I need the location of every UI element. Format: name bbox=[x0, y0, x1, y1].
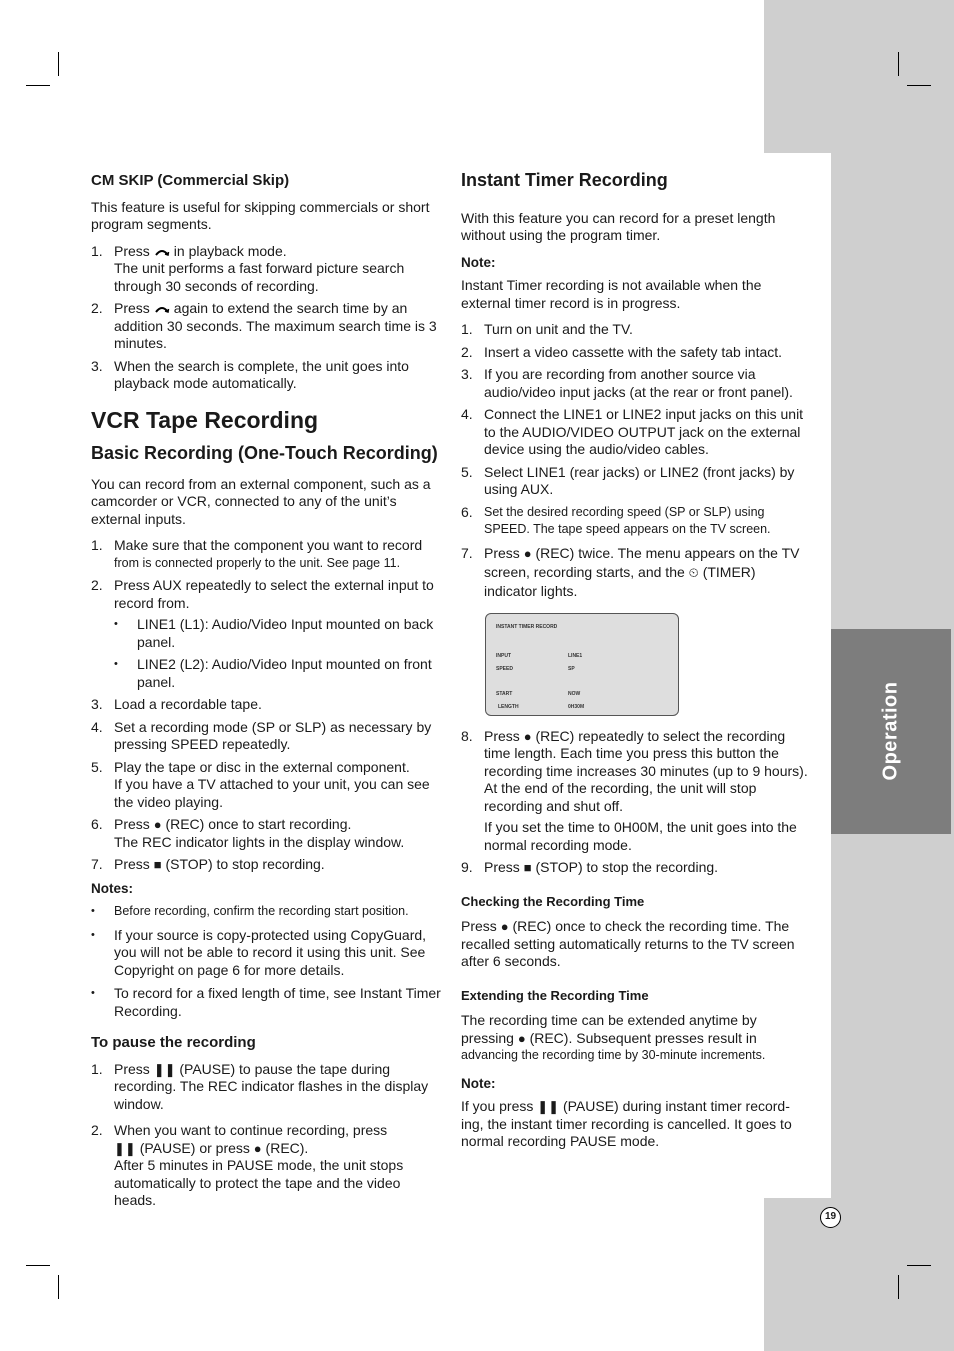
list-item: 3. When the search is complete, the unit goes into playback mode automatically. bbox=[91, 357, 409, 391]
rec-icon: ● bbox=[523, 728, 532, 744]
note-label: Note: bbox=[461, 254, 496, 270]
timer-icon: ⏲ bbox=[688, 564, 699, 580]
cm-skip-icon bbox=[154, 247, 170, 257]
side-strip-bottom bbox=[764, 1198, 954, 1351]
list-item: • If your source is copy-protected using CopyGuard, you will not be able to record it using this unit. See Copyright on page 6 for more details. bbox=[91, 927, 441, 980]
crop-mark bbox=[26, 85, 50, 86]
list-item: 2. Press AUX repeatedly to select the external input to record from. • LINE1 (L1): Audio/Video Input mounted on back panel. • LINE2 (L2): Audio/Video Input mounted on front panel. bbox=[91, 577, 441, 691]
list-item: 1. Press ❚❚ (PAUSE) to pause the tape during recording. The REC indicator flashes in the display window. bbox=[91, 1060, 429, 1112]
cm-skip-icon bbox=[154, 304, 170, 314]
instant-timer-intro: With this feature you can record for a preset length without using the program timer. bbox=[461, 209, 776, 243]
note2-text: If you press ❚❚ (PAUSE) during instant timer record-ing, the instant timer recording is cancelled. It goes to normal recording PAUSE mode. bbox=[461, 1098, 792, 1149]
extending-text: The recording time can be extended anytime by pressing ● (REC). Subsequent presses result in advancing the recording time by 30-minute increments. bbox=[461, 1012, 766, 1062]
page-number: 19 bbox=[820, 1207, 841, 1228]
rec-icon: ● bbox=[523, 545, 532, 561]
note2-label: Note: bbox=[461, 1075, 496, 1091]
cm-skip-heading: CM SKIP (Commercial Skip) bbox=[91, 172, 290, 189]
list-item: 4. Connect the LINE1 or LINE2 input jacks on this unit to the AUDIO/VIDEO OUTPUT jack on the external device using the audio/video cables. bbox=[461, 406, 804, 457]
pause-icon: ❚❚ bbox=[153, 1061, 176, 1077]
section-tab-label: Operation bbox=[879, 681, 902, 781]
pause-icon: ❚❚ bbox=[537, 1099, 560, 1114]
notes-label: Notes: bbox=[91, 880, 134, 896]
list-item: 2. When you want to continue recording, press ❚❚ (PAUSE) or press ● (REC). After 5 minutes in PAUSE mode, the unit stops automatically to protect the tape and the video heads. bbox=[91, 1122, 404, 1208]
stop-icon: ■ bbox=[523, 860, 532, 875]
basic-heading: Basic Recording (One-Touch Recording) bbox=[91, 443, 438, 463]
osd-screen: INSTANT TIMER RECORD INPUT LINE1 SPEED SP START NOW LENGTH 0H30M bbox=[485, 613, 679, 716]
list-item: • Before recording, confirm the recording start position. bbox=[91, 903, 441, 921]
crop-mark bbox=[898, 52, 899, 76]
checking-heading: Checking the Recording Time bbox=[461, 893, 645, 909]
list-item: 9. Press ■ (STOP) to stop the recording. bbox=[461, 859, 719, 875]
left-column bbox=[91, 172, 441, 1216]
cm-skip-steps bbox=[91, 243, 441, 393]
osd-title: INSTANT TIMER RECORD bbox=[496, 623, 558, 630]
list-item: 1. Make sure that the component you want to record from is connected properly to the unit. See page 11. bbox=[91, 537, 423, 570]
list-item: 3. Load a recordable tape. bbox=[91, 696, 262, 712]
side-strip-top bbox=[764, 0, 954, 153]
crop-mark bbox=[58, 52, 59, 76]
pause-steps bbox=[91, 1061, 441, 1210]
list-item: 2. Insert a video cassette with the safety tab intact. bbox=[461, 343, 783, 360]
list-item: 5. Select LINE1 (rear jacks) or LINE2 (front jacks) by using AUX. bbox=[461, 463, 795, 497]
list-item: • To record for a fixed length of time, see Instant Timer Recording. bbox=[91, 985, 441, 1020]
crop-mark bbox=[898, 1275, 899, 1299]
list-item: 4. Set a recording mode (SP or SLP) as necessary by pressing SPEED repeatedly. bbox=[91, 718, 432, 752]
list-item: 7. Press ■ (STOP) to stop recording. bbox=[91, 856, 325, 872]
basic-steps bbox=[91, 537, 441, 874]
list-item: • LINE2 (L2): Audio/Video Input mounted on front panel. bbox=[114, 656, 441, 691]
instant-timer-heading: Instant Timer Recording bbox=[461, 170, 668, 190]
rec-icon: ● bbox=[500, 919, 509, 934]
crop-mark bbox=[26, 1265, 50, 1266]
vcr-title: VCR Tape Recording bbox=[91, 406, 319, 433]
pause-icon: ❚❚ bbox=[114, 1140, 136, 1156]
list-item: 7. Press ● (REC) twice. The menu appears on the TV screen, recording starts, and the ⏲ (TIMER) indicator lights. bbox=[461, 544, 800, 599]
list-item: 2. Press again to extend the search time by an addition 30 seconds. The maximum search time is 3 minutes. bbox=[91, 300, 437, 351]
basic-intro: You can record from an external component, such as a camcorder or VCR, connected to any of the unit’s external inputs. bbox=[91, 475, 431, 527]
notes-list bbox=[91, 903, 441, 1020]
section-tab bbox=[831, 629, 951, 834]
checking-text: Press ● (REC) once to check the recording time. The recalled setting automatically returns to the TV screen after 6 seconds. bbox=[461, 918, 795, 969]
crop-mark bbox=[58, 1275, 59, 1299]
cm-skip-intro: This feature is useful for skipping commercials or short program segments. bbox=[91, 198, 430, 232]
list-item: 6. Set the desired recording speed (SP or SLP) using SPEED. The tape speed appears on the TV screen. bbox=[461, 503, 771, 536]
right-column bbox=[461, 172, 811, 1160]
note-text: Instant Timer recording is not available when the external timer record is in progress. bbox=[461, 277, 762, 311]
list-item: 1. Turn on unit and the TV. bbox=[461, 321, 633, 337]
stop-icon: ■ bbox=[153, 857, 162, 872]
input-bullets bbox=[114, 616, 441, 691]
list-item: • LINE1 (L1): Audio/Video Input mounted on back panel. bbox=[114, 616, 441, 651]
instant-timer-steps bbox=[461, 321, 811, 601]
rec-icon: ● bbox=[153, 817, 162, 832]
crop-mark bbox=[907, 1265, 931, 1266]
rec-icon: ● bbox=[253, 1140, 262, 1156]
pause-heading: To pause the recording bbox=[91, 1034, 256, 1051]
instant-timer-steps-cont bbox=[461, 728, 811, 877]
list-item: 8. Press ● (REC) repeatedly to select the recording time length. Each time you press this button the recording time increases 30 minutes (up to 9 hours). At the end of the recording, the unit will stop recording and shut off. If you set the time to 0H00M, the unit goes into the normal recording mode. bbox=[461, 727, 808, 853]
extending-heading: Extending the Recording Time bbox=[461, 987, 649, 1003]
list-item: 5. Play the tape or disc in the external component. If you have a TV attached to your unit, you can see the video playing. bbox=[91, 758, 430, 810]
list-item: 6. Press ● (REC) once to start recording. The REC indicator lights in the display window. bbox=[91, 816, 405, 850]
crop-mark bbox=[907, 85, 931, 86]
rec-icon: ● bbox=[517, 1030, 526, 1046]
list-item: 1. Press in playback mode. The unit performs a fast forward picture search through 30 seconds of recording. bbox=[91, 242, 405, 294]
list-item: 3. If you are recording from another source via audio/video input jacks (at the rear or front panel). bbox=[461, 366, 793, 400]
